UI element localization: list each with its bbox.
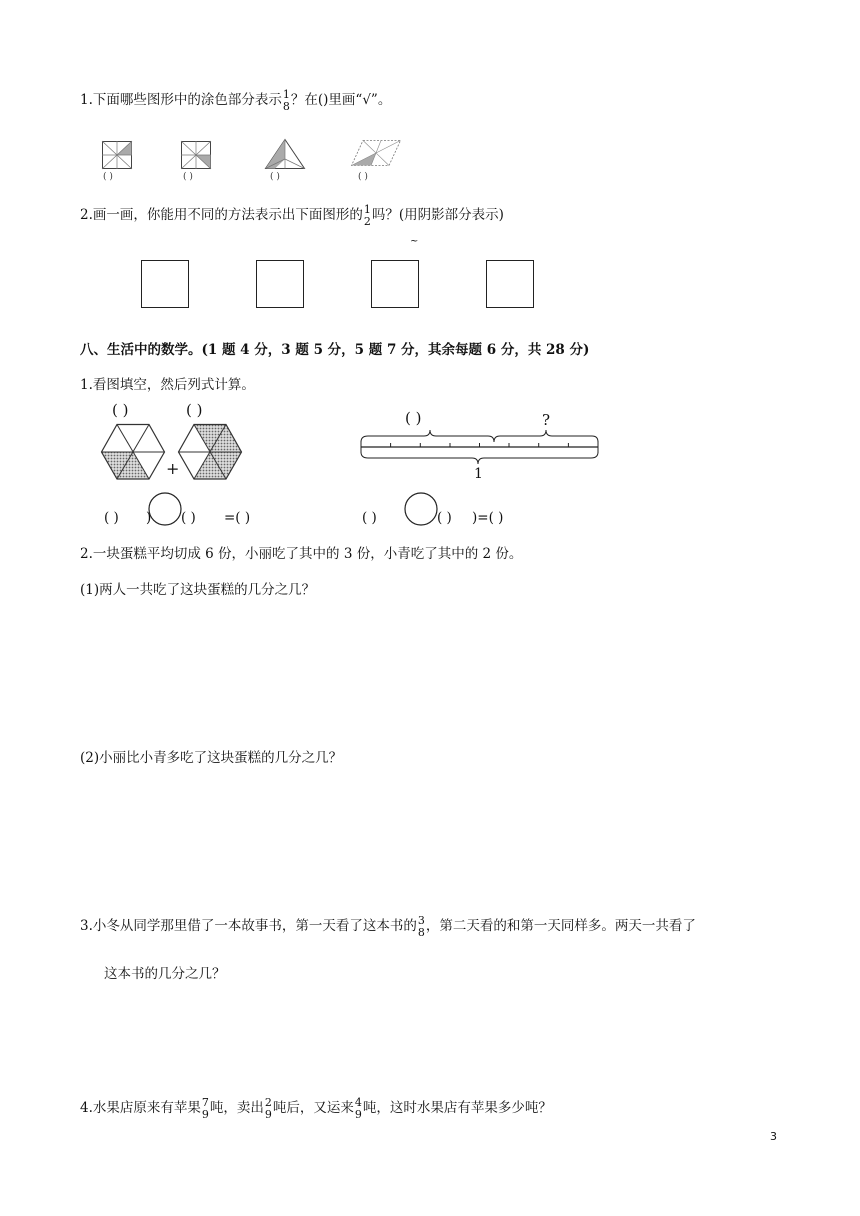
question-7-1: [80, 88, 391, 113]
question-8-3: [80, 914, 696, 939]
answer-box-3[interactable]: ( ): [270, 172, 280, 182]
question-8-4: 4.水果店原来有苹果 7 9 吨，卖出 2 9 吨后，又运来 4 9 吨，这时水果店有苹果多少吨？: [80, 1095, 552, 1121]
plus-sign: +: [166, 459, 180, 478]
figure-square-1: [102, 141, 132, 169]
draw-square-1[interactable]: [141, 260, 189, 308]
equation-left-result[interactable]: =( ): [224, 510, 251, 526]
operator-circle-left[interactable]: [148, 492, 182, 526]
question-text: ？在()里画“√”。: [290, 92, 392, 108]
answer-box-2[interactable]: ( ): [183, 172, 193, 182]
question-8-2-sub2: (2)小丽比小青多吃了这块蛋糕的几分之几？: [80, 750, 343, 766]
question-8-1: 1.看图填空，然后列式计算。: [80, 377, 255, 393]
operator-circle-right[interactable]: [404, 492, 438, 526]
equation-left-operand-1[interactable]: ( ): [104, 510, 119, 526]
section-8-title: 八、生活中的数学。(1 题 4 分，3 题 5 分，5 题 7 分，其余每题 6 分，共 28 分): [80, 342, 590, 358]
draw-square-2[interactable]: [256, 260, 304, 308]
fraction: 1 2: [363, 202, 371, 228]
question-8-3-line2: 这本书的几分之几？: [104, 966, 226, 982]
equation-right-operand-2[interactable]: ( ): [437, 510, 452, 526]
fraction: 3 8: [417, 913, 425, 939]
line-bottom-label: 1: [474, 466, 483, 482]
line-top-label[interactable]: ( ): [405, 409, 422, 427]
line-question-mark: ?: [542, 411, 551, 429]
question-text: 1.下面哪些图形中的涂色部分表示: [80, 92, 282, 108]
equation-right-operand-1[interactable]: ( ): [362, 510, 377, 526]
question-text: ，第二天看的和第一天同样多。两天一共看了: [425, 918, 696, 934]
equation-left-operand-2[interactable]: ( ): [181, 510, 196, 526]
question-text: 吗？(用阴影部分表示): [371, 207, 504, 223]
draw-square-3[interactable]: [371, 260, 419, 308]
answer-box-4[interactable]: ( ): [358, 172, 368, 182]
hexagon-2: [178, 424, 242, 480]
answer-box-1[interactable]: ( ): [103, 172, 113, 182]
equation-right-result[interactable]: )=( ): [472, 510, 504, 526]
fraction: 1 8: [282, 87, 290, 113]
fraction: 7 9: [201, 1095, 209, 1121]
stray-mark: ~: [410, 236, 419, 247]
figure-parallelogram: [351, 140, 401, 166]
question-7-2: [80, 203, 504, 228]
fraction: 4 9: [354, 1095, 362, 1121]
page-number: 3: [770, 1130, 777, 1143]
close-paren: ): [146, 510, 152, 526]
draw-square-4[interactable]: [486, 260, 534, 308]
hex-label-1[interactable]: ( ): [112, 401, 129, 419]
question-8-2: 2.一块蛋糕平均切成 6 份，小丽吃了其中的 3 份，小青吃了其中的 2 份。: [80, 546, 523, 562]
question-8-2-sub1: (1)两人一共吃了这块蛋糕的几分之几？: [80, 582, 316, 598]
hexagon-1: [101, 424, 165, 480]
hex-label-2[interactable]: ( ): [186, 401, 203, 419]
number-line-diagram: [360, 428, 600, 468]
figure-square-2: [181, 141, 211, 169]
fraction: 2 9: [264, 1095, 272, 1121]
question-text: 3.小冬从同学那里借了一本故事书，第一天看了这本书的: [80, 918, 417, 934]
figure-triangle: [265, 139, 305, 169]
question-text: 2.画一画，你能用不同的方法表示出下面图形的: [80, 207, 363, 223]
